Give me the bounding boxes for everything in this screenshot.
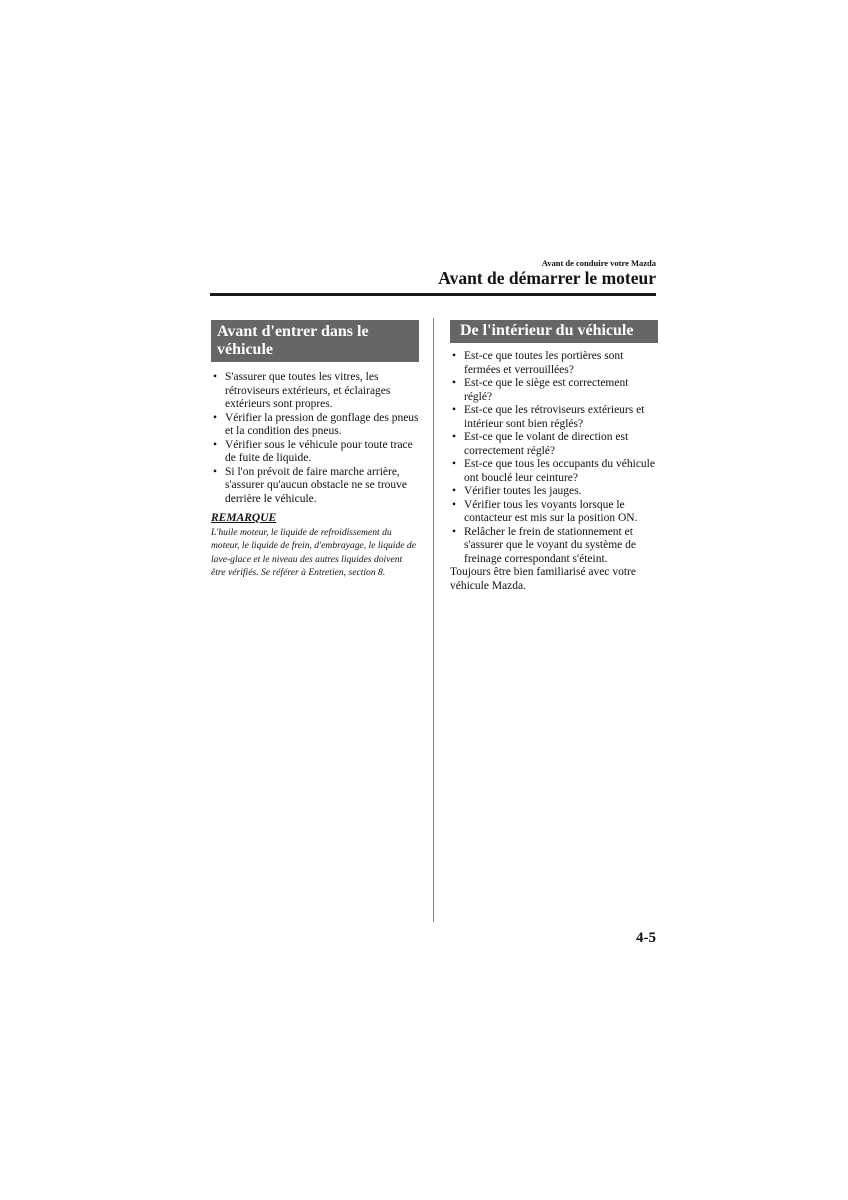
remark-text: L'huile moteur, le liquide de refroidissement du moteur, le liquide de frein, d'embrayage, le liquide de lave-glace et le niveau des autres liquides doivent être vérifiés. Se référer à Entretien, section 8. — [211, 526, 416, 578]
list-item-text: Est-ce que tous les occupants du véhicule ont bouclé leur ceinture? — [464, 458, 655, 484]
right-heading: De l'intérieur du véhicule — [450, 320, 658, 343]
list-item — [450, 431, 658, 458]
left-column — [211, 320, 419, 580]
bullet-icon: • — [452, 404, 457, 416]
section-title: Avant de démarrer le moteur — [438, 268, 656, 288]
bullet-icon: • — [213, 371, 218, 383]
list-item — [450, 485, 658, 499]
list-item — [211, 466, 419, 507]
list-item-text: Est-ce que le volant de direction est correctement réglé? — [464, 431, 629, 457]
list-item-text: Relâcher le frein de stationnement et s'assurer que le voyant du système de freinage correspondant s'éteint. — [464, 525, 636, 565]
bullet-icon: • — [213, 411, 218, 424]
list-item — [450, 458, 658, 485]
left-heading: Avant d'entrer dans le véhicule — [211, 320, 419, 362]
page-number: 4-5 — [636, 930, 656, 946]
list-item-text: Est-ce que toutes les portières sont fermées et verrouillées? — [464, 350, 624, 376]
right-column — [450, 320, 658, 593]
right-bullet-list — [450, 350, 658, 566]
bullet-icon: • — [452, 498, 457, 511]
closing-text: Toujours être bien familiarisé avec votre véhicule Mazda. — [450, 566, 636, 592]
bullet-icon: • — [452, 350, 457, 362]
running-head: Avant de conduire votre Mazda — [541, 258, 656, 268]
list-item-text: Vérifier toutes les jauges. — [464, 485, 582, 497]
list-item-text: Vérifier sous le véhicule pour toute trace de fuite de liquide. — [225, 438, 413, 464]
list-item — [450, 350, 658, 377]
bullet-icon: • — [213, 465, 218, 478]
bullet-icon: • — [452, 485, 457, 497]
bullet-icon: • — [452, 377, 457, 389]
bullet-icon: • — [213, 438, 218, 451]
list-item — [211, 412, 419, 439]
list-item-text: Est-ce que les rétroviseurs extérieurs et intérieur sont bien réglés? — [464, 404, 645, 430]
left-bullet-list — [211, 371, 419, 506]
list-item-text: Est-ce que le siège est correctement réglé? — [464, 377, 629, 403]
list-item — [450, 404, 658, 431]
list-item-text: Vérifier tous les voyants lorsque le contacteur est mis sur la position ON. — [464, 498, 638, 524]
list-item-text: Vérifier la pression de gonflage des pneus et la condition des pneus. — [225, 411, 419, 437]
list-item — [450, 499, 658, 526]
remark-title: REMARQUE — [211, 512, 277, 524]
bullet-icon: • — [452, 431, 457, 443]
bullet-icon: • — [452, 525, 457, 538]
list-item-text: Si l'on prévoit de faire marche arrière, s'assurer qu'aucun obstacle ne se trouve derrière le véhicule. — [225, 465, 408, 505]
list-item — [450, 377, 658, 404]
column-divider — [433, 318, 434, 922]
list-item — [211, 439, 419, 466]
list-item-text: S'assurer que toutes les vitres, les rétroviseurs extérieurs, et éclairages extérieurs sont propres. — [225, 371, 391, 410]
title-rule — [210, 293, 656, 296]
list-item — [211, 371, 419, 412]
bullet-icon: • — [452, 458, 457, 470]
list-item — [450, 526, 658, 567]
